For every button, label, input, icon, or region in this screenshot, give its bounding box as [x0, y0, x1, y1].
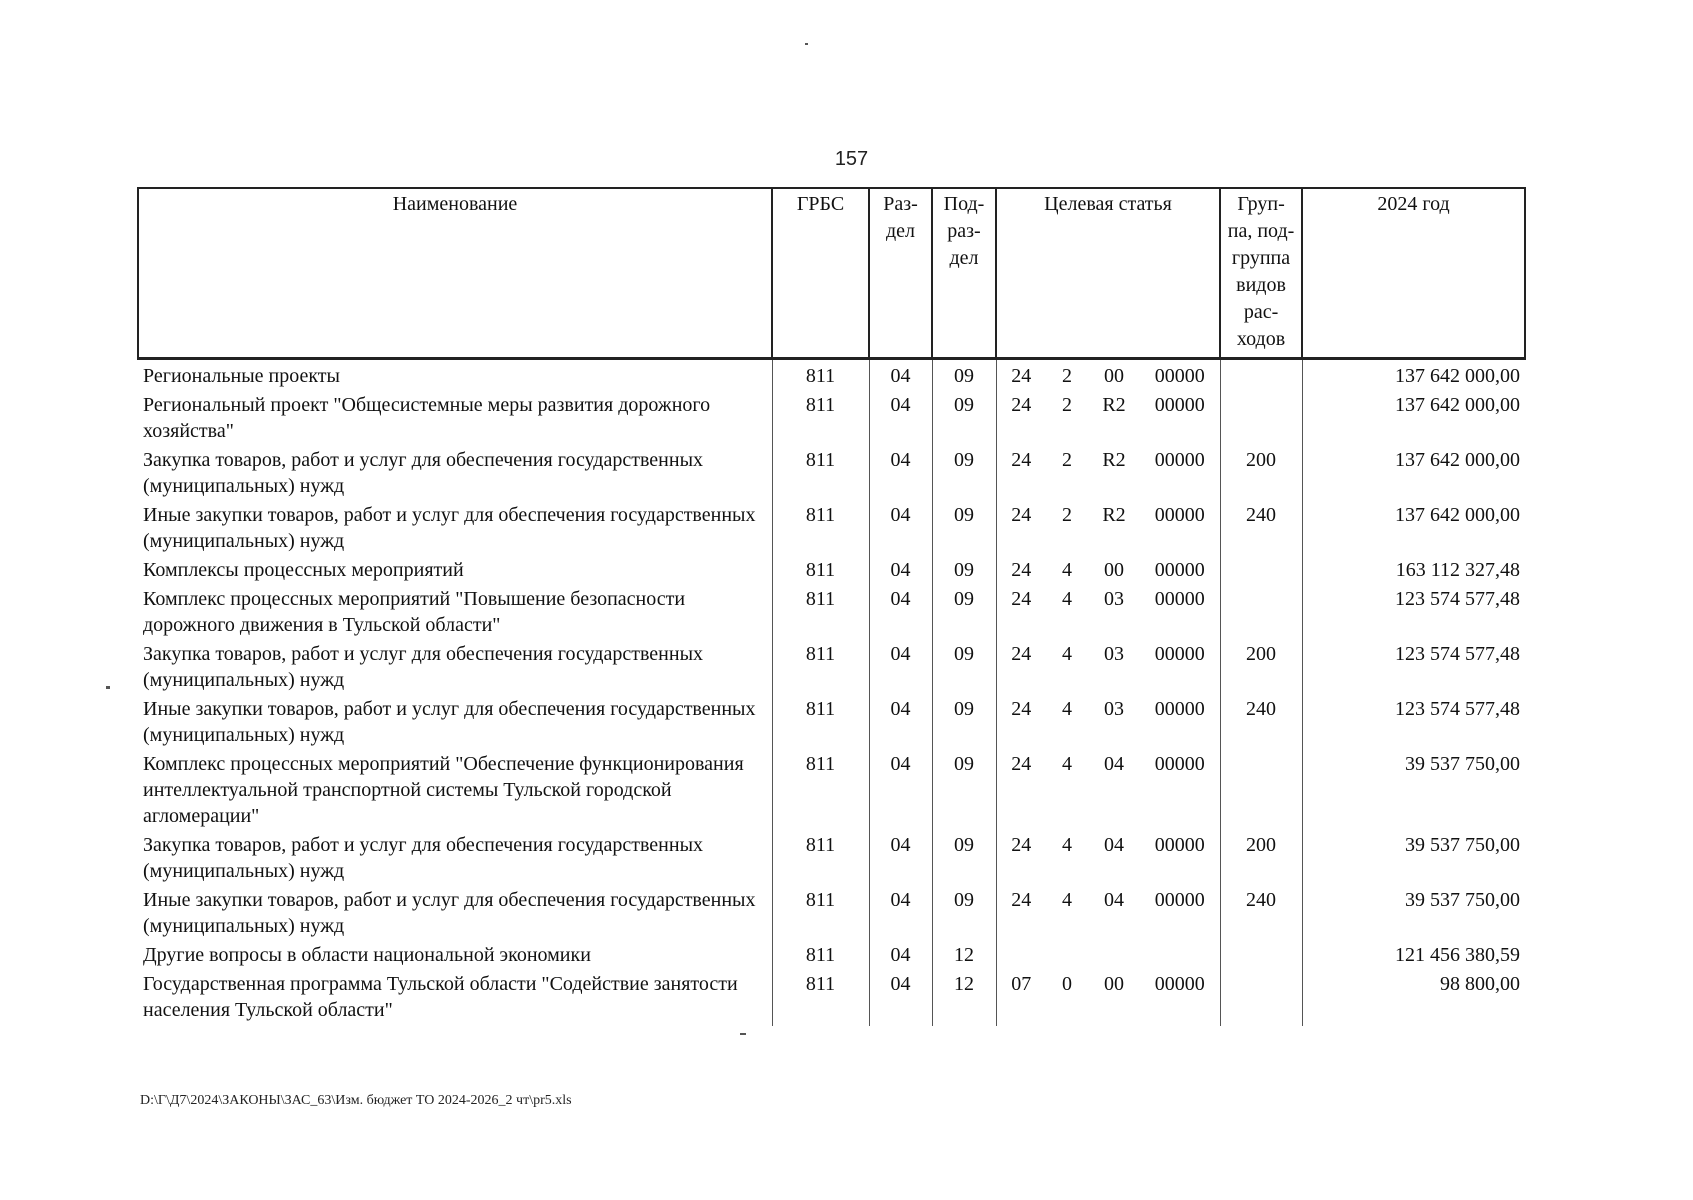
cell-name: Комплексы процессных мероприятий	[143, 559, 464, 581]
table-row	[138, 942, 1525, 971]
cell-t2: 4	[1062, 698, 1072, 720]
cell-t4: 00000	[1154, 973, 1205, 995]
cell-podrazdel: 09	[932, 832, 996, 887]
cell-t4: 00000	[1154, 643, 1205, 665]
cell-t2: 2	[1062, 449, 1072, 471]
cell-t1: 24	[996, 586, 1046, 641]
cell-name: Комплекс процессных мероприятий "Обеспечение функционирования интеллектуальной транспортной системы Тульской городской агломерации"	[143, 753, 744, 827]
cell-vr: 200	[1220, 641, 1302, 696]
table-row	[138, 447, 1525, 502]
cell-t3: 00	[1104, 365, 1124, 387]
cell-sum: 137 642 000,00	[1302, 359, 1525, 393]
table-row	[138, 887, 1525, 942]
cell-name: Государственная программа Тульской области "Содействие занятости населения Тульской области"	[143, 973, 738, 1021]
scan-speck	[740, 1033, 746, 1035]
cell-grbs: 811	[772, 832, 869, 887]
cell-t2: 4	[1062, 559, 1072, 581]
cell-vr	[1220, 359, 1302, 393]
table-row	[138, 392, 1525, 447]
cell-name: Закупка товаров, работ и услуг для обеспечения государственных (муниципальных) нужд	[143, 449, 704, 497]
table-row	[138, 586, 1525, 641]
cell-razdel: 04	[869, 751, 932, 832]
header-target: Целевая статья	[996, 188, 1220, 359]
table-row	[138, 557, 1525, 586]
cell-name: Другие вопросы в области национальной экономики	[143, 944, 591, 966]
page-number: 157	[834, 148, 869, 170]
cell-vr: 240	[1220, 502, 1302, 557]
cell-t4: 00000	[1154, 698, 1205, 720]
cell-podrazdel: 09	[932, 557, 996, 586]
cell-sum: 39 537 750,00	[1302, 832, 1525, 887]
cell-t3	[1088, 942, 1140, 971]
cell-t2: 2	[1062, 504, 1072, 526]
cell-t1: 24	[996, 696, 1046, 751]
cell-vr	[1220, 392, 1302, 447]
cell-t2: 4	[1062, 588, 1072, 610]
cell-sum: 137 642 000,00	[1302, 447, 1525, 502]
cell-t2: 4	[1062, 643, 1072, 665]
cell-razdel: 04	[869, 942, 932, 971]
cell-t3: 00	[1104, 973, 1124, 995]
cell-t4	[1140, 942, 1220, 971]
cell-vr: 240	[1220, 887, 1302, 942]
footer-file-path: D:\Г\Д7\2024\ЗАКОНЫ\ЗАС_63\Изм. бюджет ТО 2024-2026_2 чт\pr5.xls	[140, 1093, 572, 1108]
cell-t4: 00000	[1154, 588, 1205, 610]
table-header	[138, 188, 1525, 359]
scan-speck	[805, 43, 808, 45]
cell-vr: 240	[1220, 696, 1302, 751]
cell-t4: 00000	[1154, 504, 1205, 526]
header-grbs: ГРБС	[772, 188, 869, 359]
cell-t1	[996, 942, 1046, 971]
header-name: Наименование	[138, 188, 772, 359]
cell-t1: 07	[996, 971, 1046, 1026]
cell-razdel: 04	[869, 502, 932, 557]
cell-vr	[1220, 751, 1302, 832]
cell-t2	[1046, 942, 1088, 971]
cell-vr	[1220, 942, 1302, 971]
cell-t3: 03	[1104, 643, 1124, 665]
cell-razdel: 04	[869, 447, 932, 502]
budget-table	[137, 187, 1526, 1026]
cell-podrazdel: 09	[932, 359, 996, 393]
cell-sum: 137 642 000,00	[1302, 392, 1525, 447]
cell-razdel: 04	[869, 971, 932, 1026]
table-row	[138, 641, 1525, 696]
cell-sum: 98 800,00	[1302, 971, 1525, 1026]
header-razdel: Раз- дел	[869, 188, 932, 359]
table-row	[138, 971, 1525, 1026]
cell-sum: 123 574 577,48	[1302, 586, 1525, 641]
cell-t3: R2	[1102, 504, 1126, 526]
cell-t3: 04	[1104, 753, 1124, 775]
cell-sum: 123 574 577,48	[1302, 641, 1525, 696]
cell-t4: 00000	[1154, 753, 1205, 775]
cell-t3: 03	[1104, 698, 1124, 720]
cell-name: Иные закупки товаров, работ и услуг для обеспечения государственных (муниципальных) нужд	[143, 504, 756, 552]
cell-podrazdel: 09	[932, 696, 996, 751]
cell-t2: 0	[1062, 973, 1072, 995]
cell-t4: 00000	[1154, 365, 1205, 387]
cell-grbs: 811	[772, 751, 869, 832]
table-row	[138, 502, 1525, 557]
cell-sum: 121 456 380,59	[1302, 942, 1525, 971]
cell-vr	[1220, 557, 1302, 586]
cell-razdel: 04	[869, 832, 932, 887]
cell-grbs: 811	[772, 942, 869, 971]
cell-vr: 200	[1220, 832, 1302, 887]
cell-t1: 24	[996, 832, 1046, 887]
cell-razdel: 04	[869, 641, 932, 696]
cell-razdel: 04	[869, 392, 932, 447]
cell-podrazdel: 09	[932, 502, 996, 557]
table-row	[138, 832, 1525, 887]
cell-name: Региональные проекты	[143, 365, 340, 387]
cell-sum: 39 537 750,00	[1302, 751, 1525, 832]
cell-grbs: 811	[772, 586, 869, 641]
cell-podrazdel: 09	[932, 751, 996, 832]
cell-t4: 00000	[1154, 559, 1205, 581]
cell-grbs: 811	[772, 971, 869, 1026]
cell-t4: 00000	[1154, 834, 1205, 856]
cell-name: Региональный проект "Общесистемные меры развития дорожного хозяйства"	[143, 394, 711, 442]
cell-vr	[1220, 586, 1302, 641]
cell-razdel: 04	[869, 586, 932, 641]
cell-name: Иные закупки товаров, работ и услуг для обеспечения государственных (муниципальных) нужд	[143, 889, 756, 937]
table-row	[138, 696, 1525, 751]
table-row	[138, 751, 1525, 832]
cell-podrazdel: 09	[932, 447, 996, 502]
cell-name: Закупка товаров, работ и услуг для обеспечения государственных (муниципальных) нужд	[143, 834, 704, 882]
cell-t1: 24	[996, 502, 1046, 557]
cell-podrazdel: 09	[932, 392, 996, 447]
scan-speck	[106, 686, 110, 689]
cell-t4: 00000	[1154, 394, 1205, 416]
cell-podrazdel: 12	[932, 971, 996, 1026]
cell-t3: 03	[1104, 588, 1124, 610]
cell-podrazdel: 09	[932, 641, 996, 696]
cell-razdel: 04	[869, 359, 932, 393]
cell-t1: 24	[996, 887, 1046, 942]
cell-t2: 4	[1062, 753, 1072, 775]
cell-grbs: 811	[772, 696, 869, 751]
header-podrazdel: Под- раз- дел	[932, 188, 996, 359]
cell-sum: 39 537 750,00	[1302, 887, 1525, 942]
cell-vr: 200	[1220, 447, 1302, 502]
cell-t4: 00000	[1154, 449, 1205, 471]
cell-t2: 2	[1062, 365, 1072, 387]
cell-sum: 137 642 000,00	[1302, 502, 1525, 557]
cell-podrazdel: 09	[932, 887, 996, 942]
cell-t3: R2	[1102, 449, 1126, 471]
cell-t3: 04	[1104, 889, 1124, 911]
cell-t1: 24	[996, 392, 1046, 447]
cell-grbs: 811	[772, 502, 869, 557]
header-vr: Груп- па, под- группа видов рас- ходов	[1220, 188, 1302, 359]
cell-t3: 00	[1104, 559, 1124, 581]
cell-t1: 24	[996, 359, 1046, 393]
cell-t2: 4	[1062, 834, 1072, 856]
cell-razdel: 04	[869, 887, 932, 942]
cell-t2: 4	[1062, 889, 1072, 911]
cell-grbs: 811	[772, 557, 869, 586]
cell-name: Закупка товаров, работ и услуг для обеспечения государственных (муниципальных) нужд	[143, 643, 704, 691]
cell-t3: R2	[1102, 394, 1126, 416]
cell-vr	[1220, 971, 1302, 1026]
cell-podrazdel: 09	[932, 586, 996, 641]
cell-t1: 24	[996, 557, 1046, 586]
cell-razdel: 04	[869, 557, 932, 586]
header-year: 2024 год	[1302, 188, 1525, 359]
cell-t2: 2	[1062, 394, 1072, 416]
cell-t3: 04	[1104, 834, 1124, 856]
cell-grbs: 811	[772, 641, 869, 696]
cell-t4: 00000	[1154, 889, 1205, 911]
cell-t1: 24	[996, 641, 1046, 696]
cell-sum: 123 574 577,48	[1302, 696, 1525, 751]
cell-name: Комплекс процессных мероприятий "Повышение безопасности дорожного движения в Тульской области"	[143, 588, 686, 636]
cell-podrazdel: 12	[932, 942, 996, 971]
cell-t1: 24	[996, 751, 1046, 832]
cell-grbs: 811	[772, 447, 869, 502]
table-row	[138, 359, 1525, 393]
cell-name: Иные закупки товаров, работ и услуг для обеспечения государственных (муниципальных) нужд	[143, 698, 756, 746]
cell-t1: 24	[996, 447, 1046, 502]
cell-grbs: 811	[772, 359, 869, 393]
cell-grbs: 811	[772, 887, 869, 942]
cell-razdel: 04	[869, 696, 932, 751]
cell-sum: 163 112 327,48	[1302, 557, 1525, 586]
cell-grbs: 811	[772, 392, 869, 447]
